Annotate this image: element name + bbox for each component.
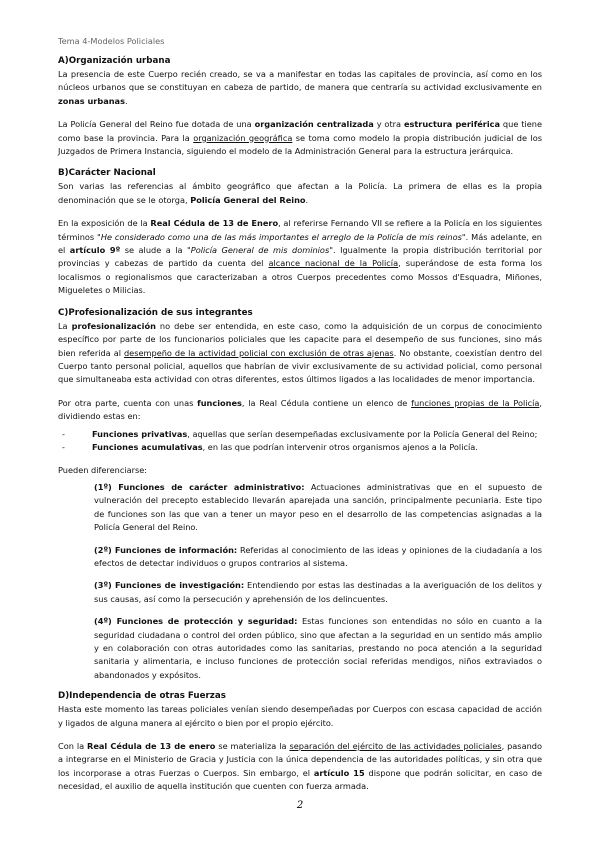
heading-d: D)Independencia de otras Fuerzas xyxy=(58,691,226,702)
running-header: Tema 4-Modelos Policiales xyxy=(58,36,165,46)
paragraph-c2: Por otra parte, cuenta con unas funciones, la Real Cédula contiene un elenco de funciones propias de la Policía, dividiendo estas en: xyxy=(58,397,542,422)
paragraph-d1: Hasta este momento las tareas policiales venían siendo desempeñadas por Cuerpos con escasa capacidad de acción y ligados de alguna manera al ejército o bien por el propio ejército. xyxy=(58,704,542,728)
paragraph-a1: La presencia de este Cuerpo recién creado, se va a manifestar en todas las capitales de provincia, así como en los núcleos urbanos que se constituyan en cabeza de partido, de manera que centraría su actividad exclusivamente en zonas urbanas. xyxy=(58,69,542,106)
heading-a: A)Organización urbana xyxy=(58,56,171,66)
paragraph-b2: En la exposición de la Real Cédula de 13 de Enero, al referirse Fernando VII se refiere a la Policía en los siguientes términos "He considerado como una de las más importantes el arreglo de la Policía de mis reinos". Más adelante, en el artículo 9º se alude a la "Policía General de mis dominios". Igualmente la propia distribución territorial por provincias y cabezas de partido da cuenta del alcance nacional de la Policía, superándose de esta forma los localismos o regionalismos que caracterizaban a otros Cuerpos precedentes como Mossos d'Esquadra, Miñones, Migueletes o Milicias. xyxy=(58,218,543,296)
function-item-4: (4º) Funciones de protección y seguridad: Estas funciones son entendidas no sólo en cuanto a la seguridad ciudadana o control del orden público, sino que afectan a la seguridad en un sentido más amplio y en colaboración con otras autoridades como las sanitarias, prestando no poca atención a la seguridad sanitaria y alimentaria, e incluso funciones de protección social referidas mendigos, niños extraviados o abandonados y expósitos. xyxy=(94,616,543,680)
paragraph-b1: Son varias las referencias al ámbito geográfico que afectan a la Policía. La primera de ellas es la propia denominación que se le otorga, Policía General del Reino. xyxy=(58,181,542,205)
function-item-2: (2º) Funciones de información: Referidas al conocimiento de las ideas y opiniones de la ciudadanía a los efectos de detectar individuos o grupos contrarios al sistema. xyxy=(94,544,542,568)
function-item-3: (3º) Funciones de investigación: Entendiendo por estas las destinadas a la averiguación de los delitos y sus causas, así como la persecución y aprehensión de los delincuentes. xyxy=(94,580,542,604)
paragraph-d2: Con la Real Cédula de 13 de enero se materializa la separación del ejército de las actividades policiales, pasando a integrarse en el Ministerio de Gracia y Justicia con la única dependencia de las autoridades políticas, y sin otra que los incorporase a otras Fuerzas o Cuerpos. Sin embargo, el artículo 15 dispone que podrán solicitar, en caso de necesidad, el auxilio de aquella institución que cuenten con fuerza armada. xyxy=(58,741,542,792)
heading-c: C)Profesionalización de sus integrantes xyxy=(58,307,253,318)
paragraph-c3: Pueden diferenciarse: xyxy=(58,464,148,475)
paragraph-c1: La profesionalización no debe ser entendida, en este caso, como la adquisición de un corpus de conocimiento específico por parte de los funcionarios policiales que les capacite para el desempeño de sus funciones, sino más bien referida al desempeño de la actividad policial con exclusión de otras ajenas. No obstante, coexistían dentro del Cuerpo tanto personal policial, aquellos que habrían de vivir exclusivamente de su actividad policial, como personal que simultaneaba esta actividad con otras diferentes, estos últimos ligados a las localidades de menor importancia. xyxy=(58,320,542,385)
paragraph-a2: La Policía General del Reino fue dotada de una organización centralizada y otra estructura periférica que tiene como base la provincia. Para la organización geográfica se toma como modelo la propia distribución judicial de los Juzgados de Primera Instancia, siguiendo el modelo de la Administración General para la estructura jerárquica. xyxy=(58,119,543,157)
functions-list xyxy=(58,428,542,454)
heading-b: B)Carácter Nacional xyxy=(58,168,156,179)
list-item: - Funciones privativas, aquellas que serían desempeñadas exclusivamente por la Policía General del Reino; xyxy=(58,428,542,441)
list-item: - Funciones acumulativas, en las que podrían intervenir otros organismos ajenos a la Policía. xyxy=(58,441,542,454)
page-number: 2 xyxy=(296,800,304,811)
function-item-1: (1º) Funciones de carácter administrativo: Actuaciones administrativas que en el supuesto de vulneración del precepto establecido llevarán aparejada una sanción, principalmente pecuniaria. Este tipo de funciones son las que van a tener un mayor peso en el desarrollo de las competencias asignadas a la Policía General del Reino. xyxy=(94,481,542,533)
